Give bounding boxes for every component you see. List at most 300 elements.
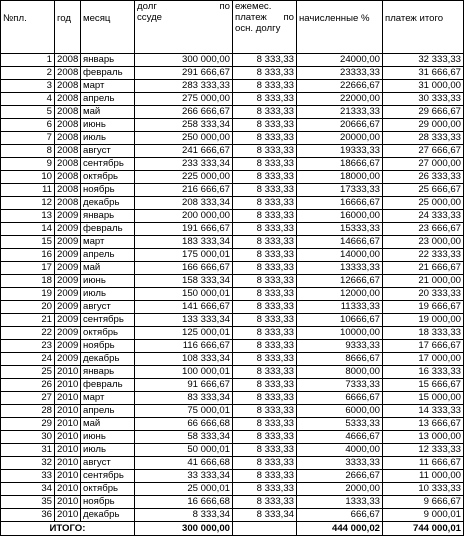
cell-total-payment: 28 333,33 (383, 132, 464, 145)
cell-year: 2008 (55, 171, 81, 184)
cell-principal: 8 333,33 (233, 132, 297, 145)
cell-month: июль (81, 132, 135, 145)
cell-interest: 3333,33 (297, 457, 383, 470)
cell-month: февраль (81, 67, 135, 80)
cell-month: январь (81, 210, 135, 223)
cell-total-payment: 27 666,67 (383, 145, 464, 158)
cell-principal: 8 333,33 (233, 379, 297, 392)
totals-row (1, 522, 464, 536)
cell-month: август (81, 301, 135, 314)
cell-principal: 8 333,33 (233, 340, 297, 353)
cell-year: 2008 (55, 93, 81, 106)
cell-number: 2 (1, 67, 55, 80)
cell-month: ноябрь (81, 184, 135, 197)
cell-interest: 22000,00 (297, 93, 383, 106)
cell-interest: 8666,67 (297, 353, 383, 366)
cell-total-payment: 9 000,01 (383, 509, 464, 522)
cell-number: 26 (1, 379, 55, 392)
cell-interest: 6000,00 (297, 405, 383, 418)
cell-number: 12 (1, 197, 55, 210)
table-row (1, 158, 464, 171)
cell-month: сентябрь (81, 314, 135, 327)
cell-loan-balance: 275 000,00 (135, 93, 233, 106)
cell-year: 2009 (55, 340, 81, 353)
table-row (1, 275, 464, 288)
header-principal-word2: по (283, 12, 294, 23)
cell-month: август (81, 145, 135, 158)
table-row (1, 54, 464, 67)
cell-number: 27 (1, 392, 55, 405)
cell-month: май (81, 418, 135, 431)
cell-year: 2009 (55, 314, 81, 327)
cell-year: 2010 (55, 366, 81, 379)
table-row (1, 483, 464, 496)
cell-month: август (81, 457, 135, 470)
cell-loan-balance: 225 000,00 (135, 171, 233, 184)
cell-principal: 8 333,33 (233, 119, 297, 132)
header-number: №пл. (1, 1, 55, 54)
totals-label: ИТОГО: (1, 522, 135, 536)
cell-principal: 8 333,33 (233, 54, 297, 67)
table-row (1, 418, 464, 431)
cell-total-payment: 14 333,33 (383, 405, 464, 418)
cell-total-payment: 19 666,67 (383, 301, 464, 314)
cell-year: 2008 (55, 54, 81, 67)
cell-principal: 8 333,33 (233, 210, 297, 223)
cell-total-payment: 15 000,00 (383, 392, 464, 405)
cell-interest: 16000,00 (297, 210, 383, 223)
table-row (1, 431, 464, 444)
cell-principal: 8 333,33 (233, 314, 297, 327)
cell-month: июль (81, 288, 135, 301)
table-row (1, 340, 464, 353)
cell-month: апрель (81, 405, 135, 418)
cell-year: 2010 (55, 431, 81, 444)
cell-interest: 10000,00 (297, 327, 383, 340)
cell-total-payment: 16 333,33 (383, 366, 464, 379)
cell-total-payment: 17 000,00 (383, 353, 464, 366)
cell-year: 2008 (55, 132, 81, 145)
cell-loan-balance: 116 666,67 (135, 340, 233, 353)
cell-month: июнь (81, 119, 135, 132)
table-row (1, 496, 464, 509)
totals-empty-cell (233, 522, 297, 536)
cell-loan-balance: 283 333,33 (135, 80, 233, 93)
cell-interest: 17333,33 (297, 184, 383, 197)
cell-interest: 16666,67 (297, 197, 383, 210)
cell-principal: 8 333,33 (233, 457, 297, 470)
cell-number: 1 (1, 54, 55, 67)
table-row (1, 509, 464, 522)
cell-total-payment: 32 333,33 (383, 54, 464, 67)
cell-month: июнь (81, 431, 135, 444)
cell-total-payment: 25 000,00 (383, 197, 464, 210)
table-row (1, 106, 464, 119)
cell-interest: 14000,00 (297, 249, 383, 262)
cell-interest: 22666,67 (297, 80, 383, 93)
cell-total-payment: 13 000,00 (383, 431, 464, 444)
header-loan-balance-line2: ссуде (137, 12, 163, 23)
cell-year: 2010 (55, 444, 81, 457)
table-row (1, 93, 464, 106)
cell-number: 31 (1, 444, 55, 457)
cell-year: 2008 (55, 197, 81, 210)
cell-interest: 18000,00 (297, 171, 383, 184)
header-principal-payment (233, 1, 297, 54)
cell-loan-balance: 266 666,67 (135, 106, 233, 119)
cell-principal: 8 333,33 (233, 184, 297, 197)
cell-loan-balance: 216 666,67 (135, 184, 233, 197)
cell-month: апрель (81, 93, 135, 106)
cell-number: 7 (1, 132, 55, 145)
cell-total-payment: 18 333,33 (383, 327, 464, 340)
cell-number: 5 (1, 106, 55, 119)
cell-month: май (81, 262, 135, 275)
cell-year: 2008 (55, 119, 81, 132)
cell-year: 2008 (55, 184, 81, 197)
table-row (1, 392, 464, 405)
cell-interest: 9333,33 (297, 340, 383, 353)
cell-number: 17 (1, 262, 55, 275)
cell-month: ноябрь (81, 496, 135, 509)
cell-interest: 20666,67 (297, 119, 383, 132)
table-row (1, 366, 464, 379)
table-row (1, 314, 464, 327)
cell-interest: 4000,00 (297, 444, 383, 457)
cell-principal: 8 333,33 (233, 483, 297, 496)
cell-number: 25 (1, 366, 55, 379)
cell-year: 2009 (55, 327, 81, 340)
table-row (1, 145, 464, 158)
cell-total-payment: 30 333,33 (383, 93, 464, 106)
cell-principal: 8 333,33 (233, 158, 297, 171)
table-row (1, 379, 464, 392)
cell-interest: 19333,33 (297, 145, 383, 158)
cell-loan-balance: 200 000,00 (135, 210, 233, 223)
schedule-rows (1, 54, 464, 522)
cell-number: 33 (1, 470, 55, 483)
cell-interest: 7333,33 (297, 379, 383, 392)
cell-number: 19 (1, 288, 55, 301)
table-row (1, 327, 464, 340)
totals-interest: 444 000,02 (297, 522, 383, 536)
header-principal-line3: осн. долгу (235, 23, 281, 34)
cell-year: 2010 (55, 509, 81, 522)
header-loan-balance-line1 (137, 1, 230, 12)
cell-interest: 2666,67 (297, 470, 383, 483)
cell-month: май (81, 106, 135, 119)
cell-number: 10 (1, 171, 55, 184)
cell-interest: 2000,00 (297, 483, 383, 496)
cell-interest: 8000,00 (297, 366, 383, 379)
cell-month: декабрь (81, 353, 135, 366)
cell-principal: 8 333,33 (233, 418, 297, 431)
cell-year: 2009 (55, 262, 81, 275)
table-row (1, 405, 464, 418)
cell-total-payment: 24 333,33 (383, 210, 464, 223)
cell-loan-balance: 150 000,01 (135, 288, 233, 301)
cell-interest: 14666,67 (297, 236, 383, 249)
cell-number: 30 (1, 431, 55, 444)
cell-month: июнь (81, 275, 135, 288)
table-row (1, 80, 464, 93)
cell-year: 2009 (55, 249, 81, 262)
table-row (1, 67, 464, 80)
cell-year: 2010 (55, 392, 81, 405)
cell-loan-balance: 166 666,67 (135, 262, 233, 275)
cell-total-payment: 11 666,67 (383, 457, 464, 470)
cell-total-payment: 29 000,00 (383, 119, 464, 132)
header-principal-line2 (235, 12, 294, 23)
cell-total-payment: 13 666,67 (383, 418, 464, 431)
cell-principal: 8 333,33 (233, 236, 297, 249)
cell-loan-balance: 8 333,34 (135, 509, 233, 522)
cell-number: 13 (1, 210, 55, 223)
header-loan-balance (135, 1, 233, 54)
cell-number: 6 (1, 119, 55, 132)
cell-principal: 8 333,33 (233, 80, 297, 93)
cell-principal: 8 333,33 (233, 392, 297, 405)
cell-year: 2008 (55, 67, 81, 80)
header-loan-balance-word1: долг (137, 1, 157, 12)
cell-loan-balance: 58 333,34 (135, 431, 233, 444)
cell-loan-balance: 50 000,01 (135, 444, 233, 457)
cell-month: декабрь (81, 197, 135, 210)
table-row (1, 223, 464, 236)
cell-loan-balance: 133 333,34 (135, 314, 233, 327)
cell-number: 15 (1, 236, 55, 249)
cell-total-payment: 31 666,67 (383, 67, 464, 80)
cell-year: 2008 (55, 106, 81, 119)
cell-month: январь (81, 366, 135, 379)
cell-principal: 8 333,33 (233, 470, 297, 483)
cell-interest: 5333,33 (297, 418, 383, 431)
cell-loan-balance: 108 333,34 (135, 353, 233, 366)
cell-number: 29 (1, 418, 55, 431)
cell-principal: 8 333,33 (233, 145, 297, 158)
cell-interest: 24000,00 (297, 54, 383, 67)
cell-loan-balance: 191 666,67 (135, 223, 233, 236)
cell-number: 20 (1, 301, 55, 314)
cell-year: 2008 (55, 158, 81, 171)
cell-principal: 8 333,33 (233, 496, 297, 509)
cell-year: 2008 (55, 145, 81, 158)
cell-interest: 21333,33 (297, 106, 383, 119)
header-principal-word1: платеж (235, 12, 267, 23)
cell-month: март (81, 236, 135, 249)
cell-number: 11 (1, 184, 55, 197)
cell-principal: 8 333,33 (233, 249, 297, 262)
header-principal-line1: ежемес. (235, 1, 272, 12)
cell-principal: 8 333,33 (233, 262, 297, 275)
cell-total-payment: 26 333,33 (383, 171, 464, 184)
cell-loan-balance: 183 333,34 (135, 236, 233, 249)
cell-loan-balance: 16 666,68 (135, 496, 233, 509)
cell-loan-balance: 91 666,67 (135, 379, 233, 392)
cell-year: 2009 (55, 288, 81, 301)
cell-year: 2010 (55, 418, 81, 431)
cell-loan-balance: 41 666,68 (135, 457, 233, 470)
cell-month: сентябрь (81, 470, 135, 483)
cell-principal: 8 333,33 (233, 223, 297, 236)
cell-interest: 666,67 (297, 509, 383, 522)
cell-month: октябрь (81, 171, 135, 184)
cell-principal: 8 333,33 (233, 106, 297, 119)
cell-loan-balance: 75 000,01 (135, 405, 233, 418)
cell-total-payment: 11 000,00 (383, 470, 464, 483)
cell-total-payment: 21 666,67 (383, 262, 464, 275)
header-loan-balance-word2: по (219, 1, 230, 12)
cell-total-payment: 23 000,00 (383, 236, 464, 249)
totals-payment: 744 000,01 (383, 522, 464, 536)
cell-total-payment: 20 333,33 (383, 288, 464, 301)
cell-interest: 4666,67 (297, 431, 383, 444)
cell-loan-balance: 100 000,01 (135, 366, 233, 379)
cell-number: 36 (1, 509, 55, 522)
table-row (1, 171, 464, 184)
cell-month: октябрь (81, 327, 135, 340)
cell-total-payment: 10 333,33 (383, 483, 464, 496)
header-month: месяц (81, 1, 135, 54)
cell-total-payment: 12 333,33 (383, 444, 464, 457)
cell-number: 28 (1, 405, 55, 418)
cell-total-payment: 23 666,67 (383, 223, 464, 236)
cell-principal: 8 333,33 (233, 431, 297, 444)
cell-interest: 15333,33 (297, 223, 383, 236)
cell-principal: 8 333,33 (233, 327, 297, 340)
table-row (1, 236, 464, 249)
totals-principal: 300 000,00 (135, 522, 233, 536)
cell-month: февраль (81, 379, 135, 392)
cell-year: 2009 (55, 301, 81, 314)
table-row (1, 457, 464, 470)
cell-month: ноябрь (81, 340, 135, 353)
cell-number: 34 (1, 483, 55, 496)
cell-interest: 13333,33 (297, 262, 383, 275)
table-row (1, 249, 464, 262)
cell-month: декабрь (81, 509, 135, 522)
cell-number: 8 (1, 145, 55, 158)
cell-loan-balance: 83 333,34 (135, 392, 233, 405)
cell-interest: 12666,67 (297, 275, 383, 288)
cell-month: январь (81, 54, 135, 67)
cell-loan-balance: 141 666,67 (135, 301, 233, 314)
cell-interest: 23333,33 (297, 67, 383, 80)
cell-number: 14 (1, 223, 55, 236)
cell-loan-balance: 241 666,67 (135, 145, 233, 158)
cell-interest: 20000,00 (297, 132, 383, 145)
cell-loan-balance: 300 000,00 (135, 54, 233, 67)
cell-principal: 8 333,33 (233, 353, 297, 366)
cell-month: апрель (81, 249, 135, 262)
cell-number: 18 (1, 275, 55, 288)
cell-interest: 18666,67 (297, 158, 383, 171)
cell-total-payment: 27 000,00 (383, 158, 464, 171)
cell-year: 2009 (55, 275, 81, 288)
cell-total-payment: 25 666,67 (383, 184, 464, 197)
cell-principal: 8 333,33 (233, 444, 297, 457)
cell-month: сентябрь (81, 158, 135, 171)
header-row (1, 1, 464, 54)
cell-year: 2010 (55, 457, 81, 470)
cell-number: 4 (1, 93, 55, 106)
cell-principal: 8 333,33 (233, 288, 297, 301)
cell-year: 2010 (55, 405, 81, 418)
cell-principal: 8 333,33 (233, 405, 297, 418)
cell-loan-balance: 233 333,34 (135, 158, 233, 171)
table-row (1, 184, 464, 197)
cell-loan-balance: 291 666,67 (135, 67, 233, 80)
cell-interest: 11333,33 (297, 301, 383, 314)
cell-number: 21 (1, 314, 55, 327)
cell-year: 2009 (55, 236, 81, 249)
cell-year: 2009 (55, 353, 81, 366)
cell-number: 35 (1, 496, 55, 509)
table-row (1, 197, 464, 210)
cell-principal: 8 333,34 (233, 509, 297, 522)
cell-loan-balance: 125 000,01 (135, 327, 233, 340)
cell-total-payment: 22 333,33 (383, 249, 464, 262)
table-row (1, 301, 464, 314)
cell-month: июль (81, 444, 135, 457)
cell-principal: 8 333,33 (233, 171, 297, 184)
cell-principal: 8 333,33 (233, 67, 297, 80)
cell-total-payment: 21 000,00 (383, 275, 464, 288)
cell-year: 2010 (55, 379, 81, 392)
cell-total-payment: 29 666,67 (383, 106, 464, 119)
cell-principal: 8 333,33 (233, 366, 297, 379)
table-row (1, 470, 464, 483)
cell-year: 2010 (55, 483, 81, 496)
cell-year: 2009 (55, 223, 81, 236)
cell-interest: 12000,00 (297, 288, 383, 301)
cell-principal: 8 333,33 (233, 197, 297, 210)
cell-total-payment: 15 666,67 (383, 379, 464, 392)
table-row (1, 132, 464, 145)
table-row (1, 288, 464, 301)
cell-total-payment: 17 666,67 (383, 340, 464, 353)
cell-total-payment: 31 000,00 (383, 80, 464, 93)
cell-number: 22 (1, 327, 55, 340)
cell-year: 2010 (55, 470, 81, 483)
cell-interest: 1333,33 (297, 496, 383, 509)
cell-total-payment: 19 000,00 (383, 314, 464, 327)
table-row (1, 353, 464, 366)
table-row (1, 262, 464, 275)
table-row (1, 119, 464, 132)
cell-year: 2010 (55, 496, 81, 509)
cell-total-payment: 9 666,67 (383, 496, 464, 509)
cell-loan-balance: 250 000,00 (135, 132, 233, 145)
cell-number: 9 (1, 158, 55, 171)
cell-number: 24 (1, 353, 55, 366)
cell-principal: 8 333,33 (233, 301, 297, 314)
cell-number: 3 (1, 80, 55, 93)
cell-loan-balance: 66 666,68 (135, 418, 233, 431)
cell-number: 23 (1, 340, 55, 353)
cell-number: 16 (1, 249, 55, 262)
header-year: год (55, 1, 81, 54)
cell-year: 2009 (55, 210, 81, 223)
cell-number: 32 (1, 457, 55, 470)
cell-month: март (81, 392, 135, 405)
cell-loan-balance: 25 000,01 (135, 483, 233, 496)
cell-year: 2008 (55, 80, 81, 93)
cell-month: март (81, 80, 135, 93)
cell-loan-balance: 33 333,34 (135, 470, 233, 483)
cell-month: февраль (81, 223, 135, 236)
cell-interest: 10666,67 (297, 314, 383, 327)
